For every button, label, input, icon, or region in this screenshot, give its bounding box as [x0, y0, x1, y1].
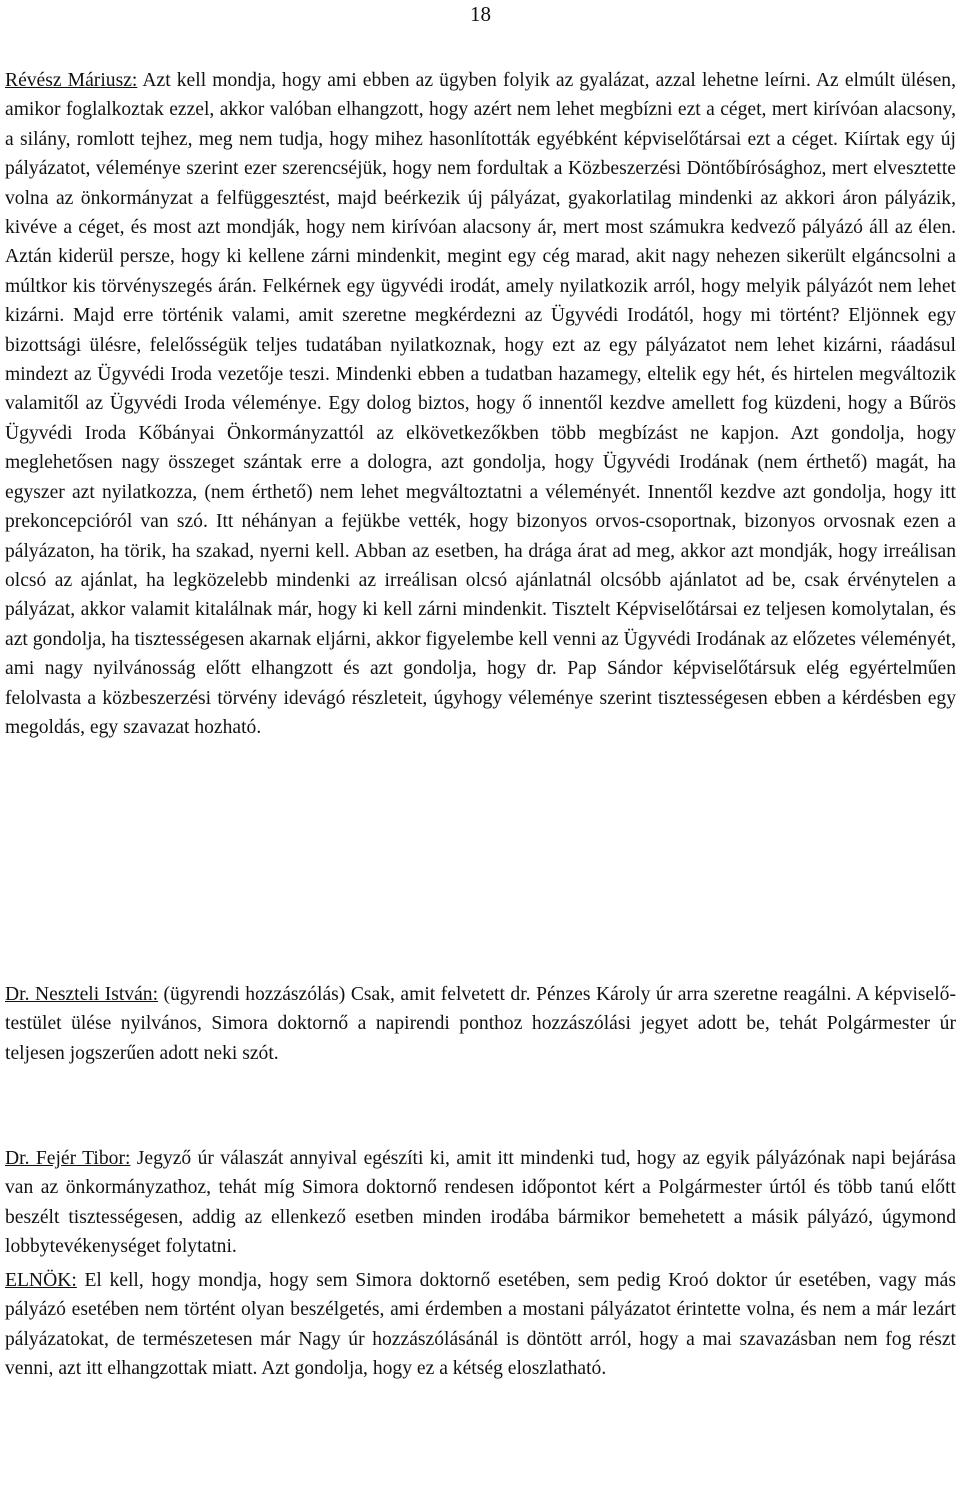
statement-text: (ügyrendi hozzászólás) Csak, amit felvetett dr. Pénzes Károly úr arra szeretne reagálni. A képviselő-testület ülése nyilvános, Simora doktornő a napirendi ponthoz hozzászólási jegyet adott be, tehát Polgármester úr teljesen jogszerűen adott neki szót. — [5, 984, 956, 1064]
speaker-name: Dr. Neszteli István: — [5, 984, 159, 1005]
paragraph-revesz — [5, 66, 956, 742]
speaker-name: Dr. Fejér Tibor: — [5, 1148, 131, 1169]
statement-text: Azt kell mondja, hogy ami ebben az ügyben folyik az gyalázat, azzal lehetne leírni. Az elmúlt ülésen, amikor foglalkoztak ezzel, akkor valóban elhangzott, hogy azért nem lehet megbízni ezt a céget, mert kirívóan alacsony, a silány, romlott tejhez, meg nem tudja, hogy mihez hasonlították egyébként képviselőtársai ezt a céget. Kiírtak egy új pályázatot, véleménye szerint ezer szerencséjük, hogy nem fordultak a Közbeszerzési Döntőbírósághoz, mert elvesztette volna az önkormányzat a felfüggesztést, majd beérkezik új pályázat, gyakorlatilag mindenki az akkori áron pályázik, kivéve a céget, és most azt mondják, hogy nem kirívóan alacsony ár, mert most számukra kedvező pályázó áll az élen. Aztán kiderül persze, hogy ki kellene zárni mindenkit, megint egy cég marad, akit nagy nehezen sikerült elgáncsolni a múltkor kis törvényszegés árán. Felkérnek egy ügyvédi irodát, amely nyilatkozik arról, hogy melyik pályázót nem lehet kizárni. Majd erre történik valami, amit szeretne megkérdezni az Ügyvédi Irodától, hogy mi történt? Eljönnek egy bizottsági ülésre, felelősségük teljes tudatában nyilatkoznak, hogy ezt az egy pályázatot nem lehet kizárni, ráadásul mindezt az Ügyvédi Iroda vezetője teszi. Mindenki ebben a tudatban hazamegy, eltelik egy hét, és hirtelen megváltozik valamitől az Ügyvédi Iroda véleménye. Egy dolog biztos, hogy ő innentől kezdve amellett fog küzdeni, hogy a Bűrös Ügyvédi Iroda Kőbányai Önkormányzattól az elkövetkezőkben több megbízást ne kapjon. Azt gondolja, hogy meglehetősen nagy összeget szántak erre a dologra, azt gondolja, hogy Ügyvédi Irodának (nem érthető) magát, ha egyszer azt nyilatkozza, (nem érthető) nem lehet megváltoztatni a véleményét. Innentől kezdve azt gondolja, hogy itt prekoncepcióról van szó. Itt néhányan a fejükbe vették, hogy bizonyos orvos-csoportnak, bizonyos orvosnak ezen a pályázaton, ha törik, ha szakad, nyerni kell. Abban az esetben, ha drága árat ad meg, akkor azt mondják, hogy irreálisan olcsó az ajánlat, ha legközelebb mindenki az irreálisan olcsó ajánlatnál olcsóbb ajánlatot ad be, csak érvénytelen a pályázat, akkor valamit kitalálnak már, hogy ki kell zárni mindenkit. Tisztelt Képviselőtársai ez teljesen komolytalan, és azt gondolja, ha tisztességesen akarnak eljárni, akkor figyelembe kell venni az Ügyvédi Irodának az előzetes véleményét, ami nagy nyilvánosság előtt elhangzott és azt gondolja, hogy dr. Pap Sándor képviselőtársuk elég egyértelműen felolvasta a közbeszerzési törvény idevágó részleteit, úgyhogy véleménye szerint tisztességesen ebben a kérdésben egy megoldás, egy szavazat hozható. — [5, 70, 956, 738]
speaker-name: Révész Máriusz: — [5, 70, 138, 91]
paragraph-neszteli — [5, 980, 956, 1068]
speaker-name: ELNÖK: — [5, 1270, 77, 1291]
paragraph-elnok — [5, 1266, 956, 1384]
page-number: 18 — [470, 2, 491, 26]
statement-text: Jegyző úr válaszát annyival egészíti ki, amit itt mindenki tud, hogy az egyik pályázónak napi bejárása van az önkormányzathoz, tehát míg Simora doktornő rendesen időpontot kért a Polgármester úrtól és több tanú előtt beszélt tisztességesen, addig az ellenkező esetben minden irodába bármikor bemehetett a másik pályázó, úgymond lobbytevékenységet folytatni. — [5, 1148, 957, 1258]
statement-text: El kell, hogy mondja, hogy sem Simora doktornő esetében, sem pedig Kroó doktor úr esetében, vagy más pályázó esetében nem történt olyan beszélgetés, ami érdemben a mostani pályázatot érintette volna, és nem a már lezárt pályázatokat, de természetesen már Nagy úr hozzászólásánál is döntött arról, hogy a mai szavazásban nem fog részt venni, azt itt elhangzottak miatt. Azt gondolja, hogy ez a kétség eloszlatható. — [5, 1270, 956, 1380]
paragraph-fejer — [5, 1144, 956, 1262]
